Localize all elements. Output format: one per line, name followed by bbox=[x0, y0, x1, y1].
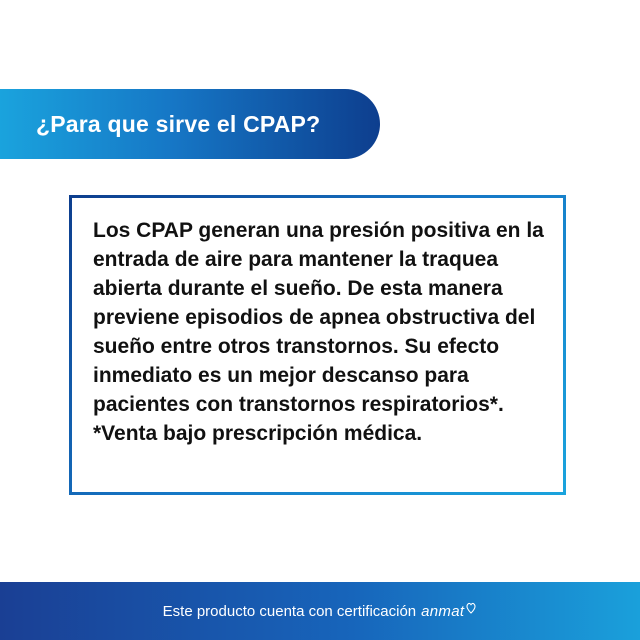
certification-text: Este producto cuenta con certificación bbox=[162, 602, 417, 620]
prescription-note: *Venta bajo prescripción médica. bbox=[93, 422, 423, 445]
anmat-heart-icon bbox=[465, 601, 477, 615]
info-box bbox=[69, 195, 566, 495]
footer-bar bbox=[0, 582, 640, 640]
anmat-logo bbox=[421, 603, 477, 620]
page-title: ¿Para que sirve el CPAP? bbox=[36, 110, 321, 137]
info-paragraph: Los CPAP generan una presión positiva en la entrada de aire para mantener la traquea abierta durante el sueño. De esta manera previene episodios de apnea obstructiva del sueño entre otros transtornos. Su efecto inmediato es un mejor descanso para pacientes con transtornos respiratorios*. bbox=[93, 219, 544, 416]
anmat-logo-text: anmat bbox=[421, 602, 465, 620]
header-banner bbox=[0, 89, 380, 159]
